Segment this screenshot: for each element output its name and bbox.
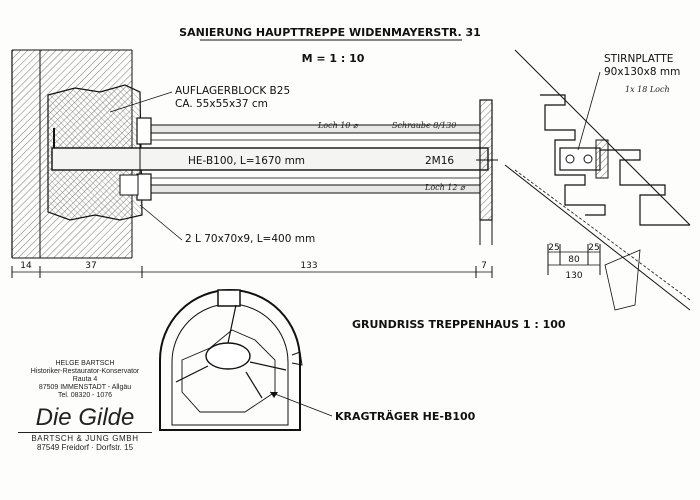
beam-label: HE-B100, L=1670 mm — [188, 155, 306, 167]
angles-leader — [140, 205, 182, 240]
stamp-address: 87549 Freidorf · Dorfstr. 15 — [36, 443, 134, 452]
note-18-loch: 1x 18 Loch — [625, 85, 670, 94]
stamp-company: BARTSCH & JUNG GMBH — [18, 432, 152, 443]
note-schraube: Schraube 8/130 — [392, 121, 457, 130]
detail-dim-130: 130 — [565, 271, 583, 281]
stirnplatte-label-1: STIRNPLATTE — [604, 53, 674, 65]
stirnplatte-label-2: 90x130x8 mm — [604, 66, 681, 78]
stamp-city: 87509 IMMENSTADT - Allgäu — [38, 384, 132, 391]
detail-dim-25b: 25 — [588, 243, 600, 253]
auflager-label-2: CA. 55x55x37 cm — [175, 98, 268, 110]
auflager-label-1: AUFLAGERBLOCK B25 — [175, 85, 291, 97]
kragtraeger-label: KRAGTRÄGER HE-B100 — [335, 410, 476, 423]
stamp-street: Rauta 4 — [72, 376, 98, 383]
stamp-name: HELGE BARTSCH — [55, 360, 115, 367]
dim-14: 14 — [20, 261, 32, 271]
scale-label: M = 1 : 10 — [301, 52, 365, 65]
company-stamp — [10, 360, 160, 452]
note-loch-12: Loch 12 ⌀ — [425, 183, 465, 192]
bolts-label: 2M16 — [425, 155, 455, 167]
drawing-title: SANIERUNG HAUPTTREPPE WIDENMAYERSTR. 31 — [179, 26, 481, 39]
dim-7: 7 — [481, 261, 487, 271]
detail-dim-25a: 25 — [548, 243, 560, 253]
grundriss-label: GRUNDRISS TREPPENHAUS 1 : 100 — [352, 318, 566, 331]
floor-plan — [160, 290, 302, 430]
die-gilde-logo: Die Gilde — [35, 404, 135, 431]
angles-label: 2 L 70x70x9, L=400 mm — [185, 233, 316, 245]
dimension-chain — [12, 266, 492, 278]
note-loch-10: Loch 10 ⌀ — [318, 121, 358, 130]
right-support — [476, 100, 498, 245]
stamp-phone: Tel. 08320 - 1076 — [57, 392, 113, 399]
stamp-role: Historiker-Restaurator-Konservator — [30, 368, 140, 375]
detail-dim-80: 80 — [568, 255, 580, 265]
dim-133: 133 — [300, 261, 318, 271]
dim-37: 37 — [85, 261, 97, 271]
